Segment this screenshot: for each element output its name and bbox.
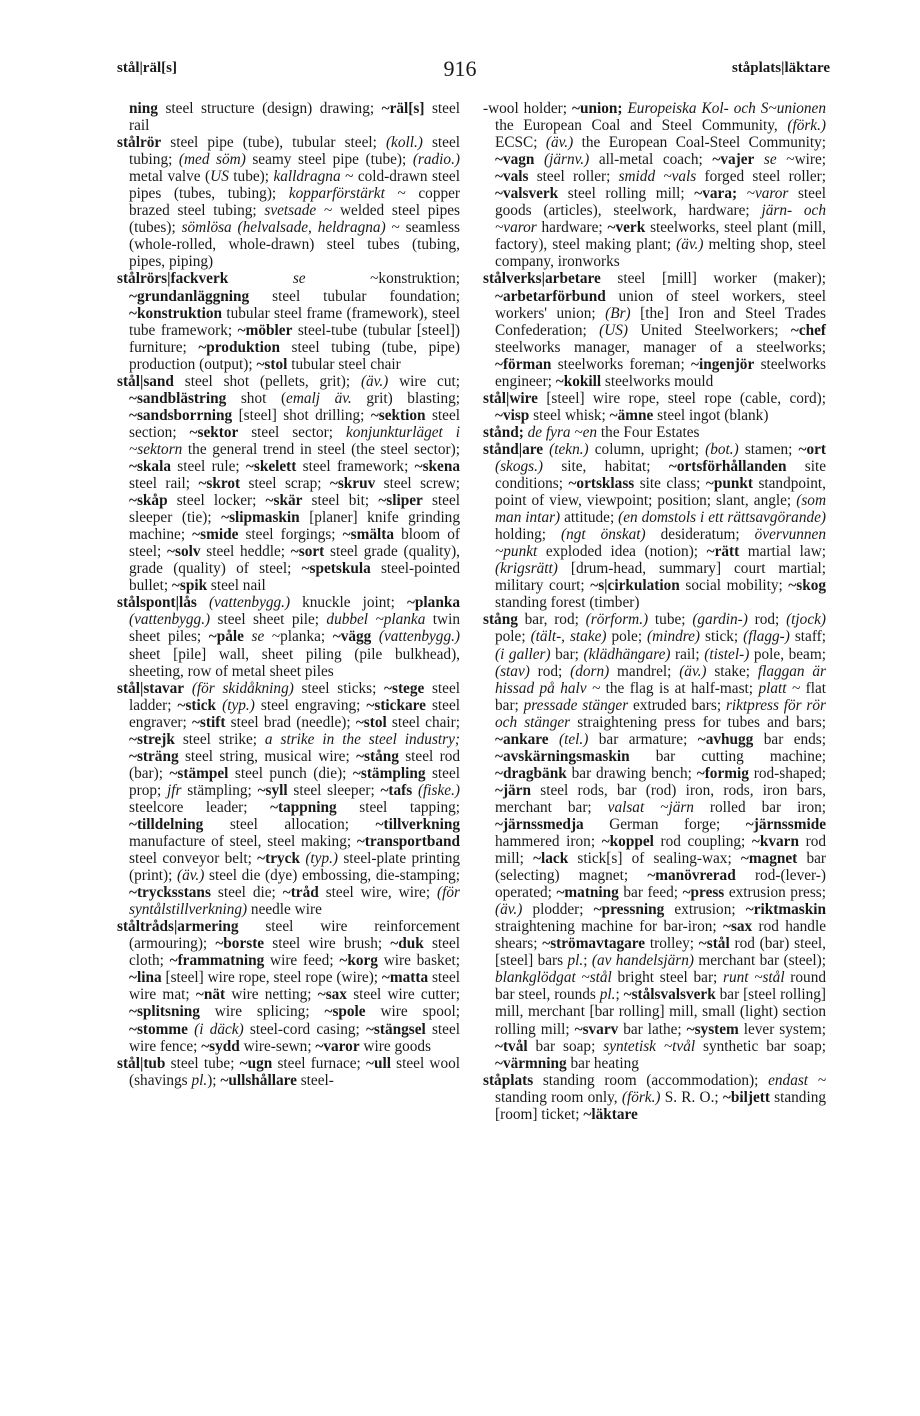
right-guide-word: ståplats|läktare <box>731 60 830 76</box>
dictionary-entry: stål|tub steel tube; ~ugn steel furnace; ~ull steel wool (shavings pl.); ~ullshållare steel- <box>117 1054 461 1089</box>
dictionary-entry: -wool holder; ~union; Europeiska Kol- och S~unionen the European Coal and Steel Community, (förk.) ECSC; (äv.) the European Coal-Steel Community; ~vagn (järnv.) all-metal coach; ~vajer se ~wire; ~vals steel roller; smidd ~vals forged steel roller; ~valsverk steel rolling mill; ~vara; ~varor steel goods (articles), steelwork, hardware; järn- och ~varor hardware; ~verk steelworks, steel plant (mill, factory), steel making plant; (äv.) melting shop, steel company, ironworks <box>483 100 826 271</box>
right-column <box>483 100 826 1123</box>
dictionary-entry: stånd; de fyra ~en the Four Estates <box>483 423 700 441</box>
dictionary-entry: stål|sand steel shot (pellets, grit); (äv.) wire cut; ~sandblästring shot (emalj äv. grit) blasting; ~sandsborrning [steel] shot drilling; ~sektion steel section; ~sektor steel sector; konjunkturläget i ~sektorn the general trend in steel (the steel sector); ~skala steel rule; ~skelett steel framework; ~skena steel rail; ~skrot steel scrap; ~skruv steel screw; ~skåp steel locker; ~skär steel bit; ~sliper steel sleeper (tie); ~slipmaskin [planer] knife grinding machine; ~smide steel forgings; ~smälta bloom of steel; ~solv steel heddle; ~sort steel grade (quality), grade (quality) of steel; ~spetskula steel-pointed bullet; ~spik steel nail <box>117 372 461 595</box>
dictionary-entry: stålverks|arbetare steel [mill] worker (maker); ~arbetarförbund union of steel workers, steel workers' union; (Br) [the] Iron and Steel Trades Confederation; (US) United Steelworkers; ~chef steelworks manager, manager of a steelworks; ~förman steelworks foreman; ~ingenjör steelworks engineer; ~kokill steelworks mould <box>483 270 827 390</box>
dictionary-entry: stålrör steel pipe (tube), tubular steel; (koll.) steel tubing; (med söm) seamy steel pipe (tube); (radio.) metal valve (US tube); kalldragna ~ cold-drawn steel pipes (tubes, tubing); kopparförstärkt ~ copper brazed steel tubing; svetsade ~ welded steel pipes (tubes); sömlösa (helvalsade, heldragna) ~ seamless (whole-rolled, whole-drawn) steel tubes (tubing, pipes, piping) <box>117 134 460 271</box>
page-number: 916 <box>443 56 477 81</box>
dictionary-entry: ståplats standing room (accommodation); endast ~ standing room only, (förk.) S. R. O.; ~biljett standing [room] ticket; ~läktare <box>483 1071 827 1123</box>
dictionary-entry: stålrörs|fackverk se ~konstruktion; ~grundanläggning steel tubular foundation; ~konstruktion tubular steel frame (framework), steel tube framework; ~möbler steel-tube (tubular [steel]) furniture; ~produktion steel tubing (tube, pipe) production (output); ~stol tubular steel chair <box>117 270 461 373</box>
dictionary-entry: stålspont|lås (vattenbygg.) knuckle joint; ~planka (vattenbygg.) steel sheet pile; dubbel ~planka twin sheet piles; ~påle se ~planka; ~vägg (vattenbygg.) sheet [pile] wall, sheet piling (pile bulkhead), sheeting, row of metal sheet piles <box>117 594 461 680</box>
dictionary-entry: stång bar, rod; (rörform.) tube; (gardin-) rod; (tjock) pole; (tält-, stake) pole; (mindre) stick; (flagg-) staff; (i galler) bar; (klädhängare) rail; (tistel-) pole, beam; (stav) rod; (dorn) mandrel; (äv.) stake; flaggan är hissad på halv ~ the flag is at half-mast; platt ~ flat bar; pressade stänger extruded bars; riktpress för rör och stänger straightening press for tubes and bars; ~ankare (tel.) bar armature; ~avhugg bar ends; ~avskärningsmaskin bar cutting machine; ~dragbänk bar drawing bench; ~formig rod-shaped; ~järn steel rods, bar (rod) iron, rods, iron bars, merchant bar; valsat ~järn rolled bar iron; ~järnssmedja German forge; ~järnssmide hammered iron; ~koppel rod coupling; ~kvarn rod mill; ~lack stick[s] of sealing-wax; ~magnet bar (selecting) magnet; ~manövrerad rod-(lever-) operated; ~matning bar feed; ~press extrusion press; (äv.) plodder; ~pressning extrusion; ~riktmaskin straightening machine for bar-iron; ~sax rod handle shears; ~strömavtagare trolley; ~stål rod (bar) steel, [steel] bars pl.; (av handelsjärn) merchant bar (steel); blankglödgat ~stål bright steel bar; runt ~stål round bar steel, rounds pl.; ~stålsvalsverk bar [steel rolling] mill, merchant [bar rolling] mill, small (light) section rolling mill; ~svarv bar lathe; ~system lever system; ~tvål bar soap; syntetisk ~tvål synthetic bar soap; ~värmning bar heating <box>483 611 827 1072</box>
dictionary-entry: ståltråds|armering steel wire reinforcement (armouring); ~borste steel wire brush; ~duk steel cloth; ~frammatning wire feed; ~korg wire basket; ~lina [steel] wire rope, steel rope (wire); ~matta steel wire mat; ~nät wire netting; ~sax steel wire cutter; ~splitsning wire splicing; ~spole wire spool; ~stomme (i däck) steel-cord casing; ~stängsel steel wire fence; ~sydd wire-sewn; ~varor wire goods <box>117 918 461 1055</box>
left-guide-word: stål|räl[s] <box>117 60 177 76</box>
dictionary-entry: stål|wire [steel] wire rope, steel rope (cable, cord); ~visp steel whisk; ~ämne steel ingot (blank) <box>483 389 826 424</box>
dictionary-entry: stål|stavar (för skidåkning) steel sticks; ~stege steel ladder; ~stick (typ.) steel engraving; ~stickare steel engraver; ~stift steel brad (needle); ~stol steel chair; ~strejk steel strike; a strike in the steel industry; ~sträng steel string, musical wire; ~stång steel rod (bar); ~stämpel steel punch (die); ~stämpling steel prop; jfr stämpling; ~syll steel sleeper; ~tafs (fiske.) steelcore leader; ~tappning steel tapping; ~tilldelning steel allocation; ~tillverkning manufacture of steel, steel making; ~transportband steel conveyor belt; ~tryck (typ.) steel-plate printing (print); (äv.) steel die (dye) embossing, die-stamping; ~trycksstans steel die; ~tråd steel wire, wire; (för syntålstillverkning) needle wire <box>117 679 461 919</box>
left-column <box>117 100 460 1089</box>
dictionary-entry: ning steel structure (design) drawing; ~räl[s] steel rail <box>129 100 461 135</box>
dictionary-entry: stånd|are (tekn.) column, upright; (bot.) stamen; ~ort (skogs.) site, habitat; ~ortsförhållanden site conditions; ~ortsklass site class; ~punkt standpoint, point of view, viewpoint; position; slant, angle; (som man intar) attitude; (en domstols i ett rättsavgörande) holding; (ngt önskat) desideratum; övervunnen ~punkt exploded idea (notion); ~rätt martial law; (krigsrätt) [drum-head, summary] court martial; military court; ~s|cirkulation social mobility; ~skog standing forest (timber) <box>483 440 827 612</box>
